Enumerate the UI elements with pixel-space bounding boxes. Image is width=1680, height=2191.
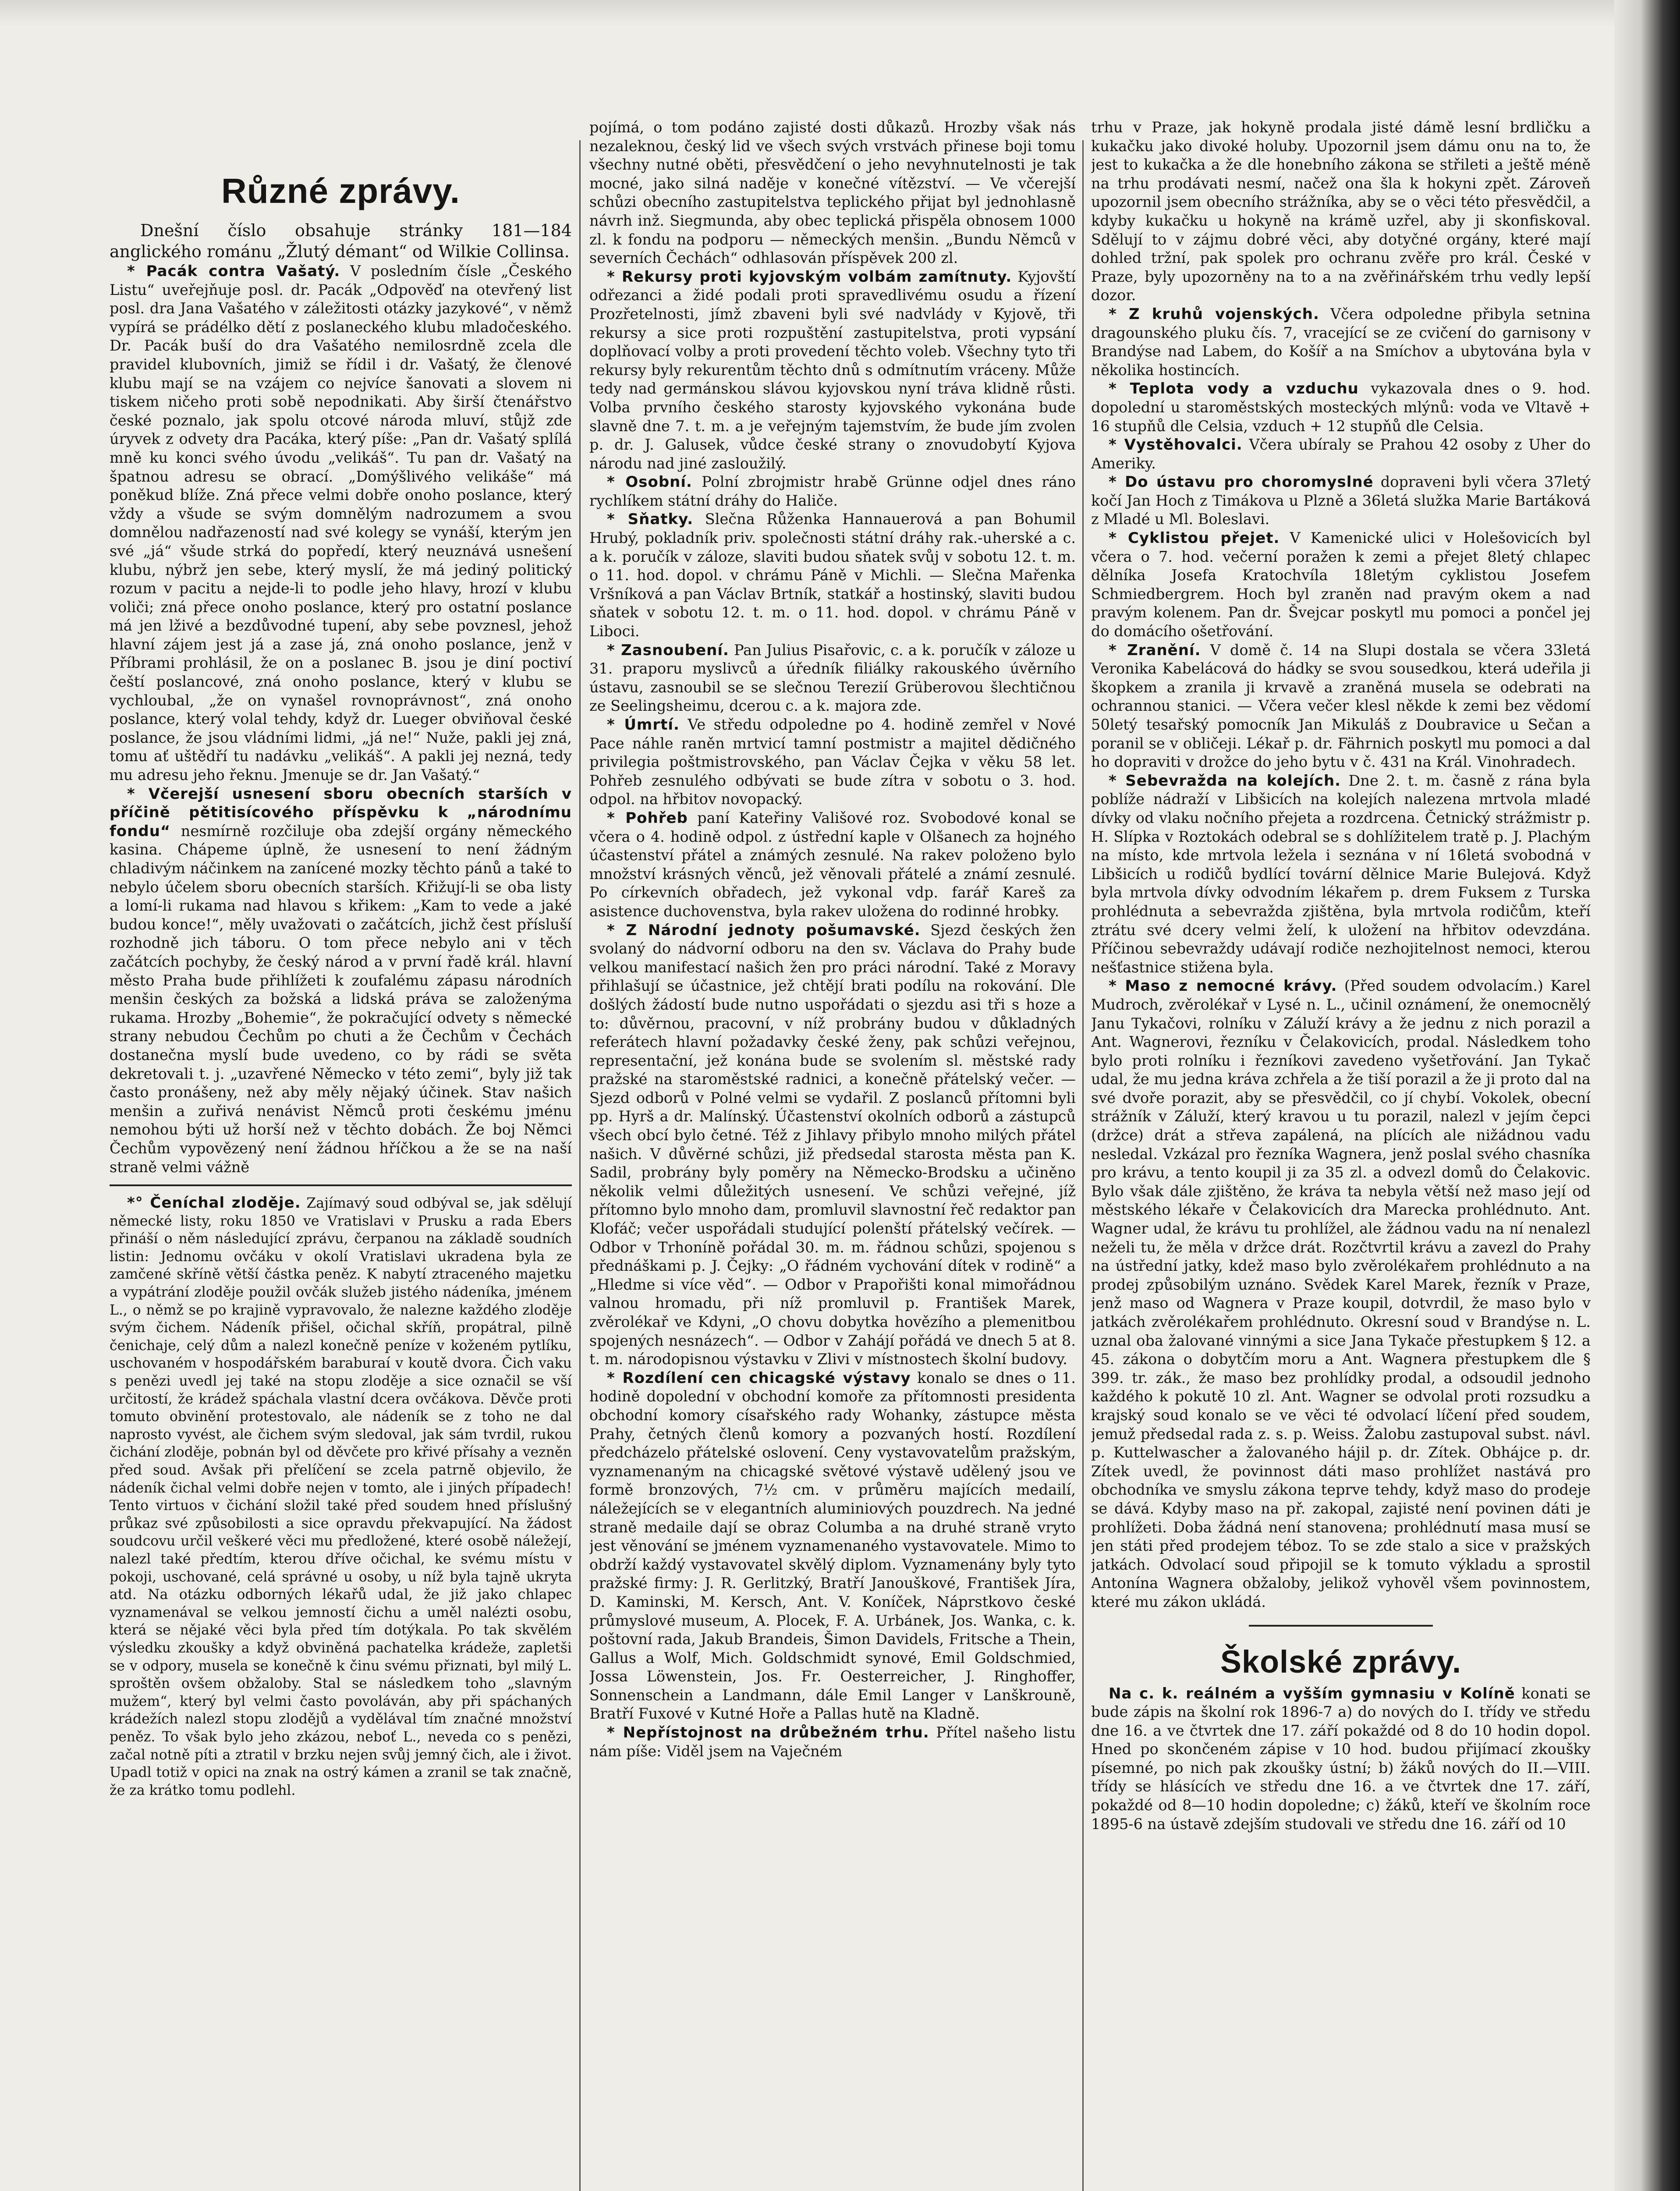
article-headline: * Pohřeb: [607, 809, 688, 827]
article-headline: * Z Národní jednoty pošumavské.: [607, 921, 921, 939]
article: [110, 785, 572, 1177]
article: [1091, 1684, 1591, 1834]
scan-right-edge: [1614, 0, 1680, 2191]
divider: [1249, 1625, 1433, 1627]
article-headline: * Sebevražda na kolejích.: [1109, 772, 1341, 790]
article-body: paní Kateřiny Vališové roz. Svobodové konal se včera o 4. hodině odpol. z ústřední kaple v Olšanech za hojného účastenství přátel a známých zesnulé. Na rakev položeno bylo množství krásných věnců, jež věnovali přátelé a známí zesnulé. Po církevních obřadech, jež vykonal vdp. farář Kareš za asistence duchovenstva, byla rakev uložena do rodinné hrobky.: [589, 809, 1076, 920]
article-headline: * Teplota vody a vzduchu: [1109, 380, 1359, 398]
article-body: konati se bude zápis na školní rok 1896-7 a) do nových do I. třídy ve středu dne 16. a ve čtvrtek dne 17. září pokaždé od 8 do 10 hodin dopol. Hned po skončeném zápise v 10 hod. budou přijímací zkoušky písemné, po nich pak zkoušky ústní; b) žáků nových do II.—VIII. třídy se hlásících ve středu dne 16. a ve čtvrtek dne 17. září, pokaždé od 8—10 hodin dopoledne; c) žáků, kteří ve školním roce 1895-6 na ústavě zdejším studovali ve středu dne 16. září od 10: [1091, 1684, 1591, 1833]
article: [589, 921, 1076, 1369]
article: [589, 268, 1076, 473]
article-headline: * Pacák contra Vašatý.: [127, 262, 340, 280]
article-body: Včera odpoledne přibyla setnina dragounského pluku čís. 7, vracející se ze cvičení do garnisony v Brandýse nad Labem, do Košíř a na Smíchov a ubytována byla v několika hostincích.: [1091, 305, 1591, 379]
column-1: [110, 145, 572, 2191]
article-headline: * Nepřístojnost na drůbežném trhu.: [607, 1724, 929, 1742]
article: [1091, 379, 1591, 436]
article: [1091, 641, 1591, 772]
article: [110, 1194, 572, 1799]
article-body: Přítel našeho listu nám píše: Viděl jsem na Vaječném: [589, 1724, 1076, 1760]
section-title: Různé zprávy.: [221, 171, 460, 210]
article-body: V Kamenické ulici v Holešovicích byl včera o 7. hod. večerní poražen k zemi a přejet 8letý chlapec dělníka Josefa Kratochvíla 18letým cyklistou Josefem Schmiedbergrem. Hoch byl zraněn nad pravým okem a nad pravým kolenem. Pan dr. Švejcar poskytl mu pomoci a pončel jej do domácího ošetřování.: [1091, 529, 1591, 640]
article: [1091, 529, 1591, 641]
column-rule: [579, 140, 581, 2191]
article-body: Zajímavý soud odbýval se, jak sdělují německé listy, roku 1850 ve Vratislavi v Prusku a rada Ebers přináší o něm následující zprávu, čerpanou na základě soudních listin: Jednomu ovčáku v okolí Vratislavi ukradena byla ze zamčené skříně větší částka peněz. K nabytí ztraceného majetku a vypátrání zloděje použil ovčák služeb jistého nádeníka, jménem L., o němž se po krajině vypravovalo, že nalezne každého zloděje svým čichem. Nádeník přišel, očichal skříň, propátral, pilně čenichaje, celý dům a nalezl konečně peníze v koženém pytlíku, uschovaném v hospodářském baraburaí v koutě dvora. Čich vaku s penězi uvedl jej také na stopu zloděje a sice označil se vší určitostí, že krádež spáchala vlastní dcera ovčákova. Děvče proti tomuto obvinění protestovalo, ale nádeník se z toho ne dal naprosto vyvést, ale čichem svým sledoval, jak sám tvrdil, rukou čichání zloděje, pobnán byl od děvčete pro křivé přísahy a vezněn před soud. Avšak při přelíčení se zcela patrně objevilo, že nádeník čichal velmi dobře nejen v tomto, ale i jiných případech! Tento virtuos v čichání složil také před soudem hned příslušný průkaz své způsobilosti a sice opravdu překvapující. Na žádost soudcovu určil veškeré věci mu předložené, které osobě náležejí, nalezl také předtím, kterou dříve očichal, ke svému místu v pokoji, uschované, celá správné u osoby, u níž byla tajně ukryta atd. Na otázku odborných lékařů udal, že již jako chlapec vyznamenával se velkou jemností čichu a uměl nalézti osobu, která se nějaké věci byla před tím dotýkala. Po tak skvělém výsledku zkoušky a když obviněná pachatelka krádeže, zapletši se v odpory, musela se konečně k činu svému přiznati, byl milý L. sproštěn ovšem obžaloby. Stal se následkem toho „slavným mužem“, který byl velmi často povoláván, aby při spáchaných krádežích nalezl stopu zlodějů a vydělával tím značné množství peněz. To však bylo jeho zkázou, neboť L., neveda co s penězi, začal notně píti a ztratil v brzku nejen svůj jemný čich, ale i život. Upadl totiž v opici na znak na ostrý kámen a zranil se tak značně, že za krátko tomu podlehl.: [110, 1195, 572, 1798]
article: [1091, 473, 1591, 529]
small-print-block: [110, 1194, 572, 1799]
article-headline: * Z kruhů vojenských.: [1109, 305, 1319, 323]
article-body: dopraveni byli včera 37letý kočí Jan Hoch z Timákova u Plzně a 36letá služka Marie Bartáková z Mladé u Ml. Boleslavi.: [1091, 473, 1591, 528]
column-3: [1091, 118, 1591, 2191]
article-body: Pan Julius Pisařovic, c. a k. poručík v záloze u 31. praporu myslivců a úředník filiálky rakouského úvěrního ústavu, zasnoubil se se slečnou Terezií Grüberovou šlechtičnou ze Seelingsheimu, dcerou c. a k. majora zde.: [589, 641, 1076, 715]
article-continuation: pojímá, o tom podáno zajisté dosti důkazů. Hrozby však nás nezaleknou, český lid ve všech svých vrstvách přinese boji tomu všechny nutné oběti, přesvědčení o jeho nevyhnutelnosti je tak mocné, jako silná naděje v konečné vítězství. — Ve včerejší schůzi obecního zastupitelstva teplického přijat byl jednohlasně návrh inž. Siegmunda, aby obec teplická přispěla obnosem 1000 zl. k fondu na podporu — německých menšin. „Bundu Němců v severních Čechách“ odhlasován příspěvek 200 zl.: [589, 119, 1076, 267]
article-headline: * Vystěhovalci.: [1109, 436, 1243, 454]
article: [110, 262, 572, 785]
article: [1091, 977, 1591, 1611]
article-headline: * Osobní.: [607, 473, 692, 491]
column-rule: [1082, 140, 1084, 2191]
article: [589, 809, 1076, 921]
article-body: Polní zbrojmistr hrabě Grünne odjel dnes ráno rychlíkem státní dráhy do Haliče.: [589, 473, 1076, 509]
article-body: vykazovala dnes o 9. hod. dopolední u staroměstských mosteckých mlýnů: voda ve Vltavě + 16 stupňů dle Celsia, vzduch + 12 stupňů dle Celsia.: [1091, 380, 1591, 435]
article-headline: * Maso z nemocné krávy.: [1109, 977, 1337, 995]
article-body: nesmírně rozčiluje oba zdejší orgány německého kasina. Chápeme úplně, že usnesení to není žádným chladivým náčinkem na zanícené mozky těchto pánů a také to nebylo účelem sboru obecních starších. Křižují-li se oba listy a lomí-li rukama nad hlavou s křikem: „Kam to vede a jaké budou konce!“, měly uvažovati o začátcích, jichž čest přísluší rozhodně jich táboru. O tom přece nebylo ani v těch začátcích pochyby, že český národ a v první řadě král. hlavní město Praha bude přihlížeti k zoufalému zápasu národních menšin českých za božská a lidská práva se založenýma rukama. Hrozby „Bohemie“, že pokračující odvety s německé strany nebudou Čechům po chuti a že Čechům v Čechách dostanečna myslí bude uvedeno, co by rádi se světa dekretovali t. j. „uzavřené Německo v této zemi“, byly již tak často pronášeny, než aby měly nějaký účinek. Stav našich menšin a zuřivá nenávist Němců proti českému jménu nemohou býti už horší než v těchto dobách. Že boj Němci Čechům vypovězený není žádnou hříčkou a že se na naší straně velmi vážně: [110, 822, 572, 1176]
article: [1091, 436, 1591, 473]
article: [1091, 305, 1591, 379]
divider: [110, 1184, 572, 1186]
article-headline: * Zasnoubení.: [607, 641, 729, 659]
article-continuation: trhu v Praze, jak hokyně prodala jisté dámě lesní brdličku a kukačku jako divoké holuby. Upozornil jsem dámu onu na to, že jest to kukačka a že dle honebního zákona se střileti a ještě méně na trhu prodávati nesmí, načež ona šla k hokyni zpět. Zároveň upozornil jsem obecního strážníka, aby se o věci této přesvědčil, a kdyby kukačku u hokyně na krámě uzřel, aby ji skonfiskoval. Sdělují to v zájmu dobré věci, aby dotyčné orgány, které mají dohled tržní, pak spolek pro ochranu zvěře pro král. České v Praze, byly upozorněny na to a na zvěřinářském trhu vedly lepší dozor.: [1091, 119, 1591, 304]
article-body: Kyjovští odřezanci a židé podali proti spravedlivému osudu a řízení Prozřetelnosti, jímž zbaveni byli své nadvlády v Kyjově, tři rekursy a sice proti rozpuštění zastupitelstva, proti vypsání doplňovací volby a proti provedení těchto voleb. Všechny tyto tři rekursy byly rekurentům těchto dnů s odmítnutím vráceny. Může tedy nad germánskou slávou kyjovskou nyní tráva klidně růsti. Volba prvního českého starosty kyjovského vykonána bude slavně dne 7. t. m. a je veřejným tajemstvím, že bude jím zvolen p. dr. J. Galusek, vůdce české strany o znovudobytí Kyjova národu nad jiné zasloužilý.: [589, 268, 1076, 472]
column-2: [589, 118, 1076, 2191]
article-headline: *° Čeníchal zloděje.: [127, 1194, 301, 1212]
article-headline: * Úmrtí.: [607, 716, 680, 734]
article-headline: Na c. k. reálném a vyšším gymnasiu v Kolíně: [1109, 1684, 1515, 1702]
article-body: Ve středu odpoledne po 4. hodině zemřel v Nové Pace náhle raněn mrtvicí tamní postmistr a majitel dědičného privilegia poštmistrovského, pan Václav Čejka v věku 58 let. Pohřeb zesnulého odbývati se bude zítra v sobotu o 3. hod. odpol. na hřbitov novopacký.: [589, 716, 1076, 808]
article-body: V posledním čísle „Českého Listu“ uveřejňuje posl. dr. Pacák „Odpověď na otevřený list posl. dra Jana Vašatého v záležitosti otázky jazykové“, v němž vypírá se prádélko dětí z poslaneckého klubu mladočeského. Dr. Pacák buší do dra Vašatého nemilosrdně zcela dle pravidel klubovních, jimiž se řídil i dr. Vašatý, že členové klubu mají se na vzájem co nejvíce šanovati a slovem ni tiskem ničeho proti sobě nepodnikati. Aby širší čtenářstvo české poznalo, jak spolu otcové národa mluví, stůjž zde úryvek z odvety dra Pacáka, který píše: „Pan dr. Vašatý splílá mně ku konci svého úvodu „velikáš“. Tu pan dr. Vašatý na špatnou adresu se obrací. „Domýšlivého velikáše“ má poněkud blíže. Zná přece velmi dobře onoho poslance, který vždy a všude se svým domnělým nadrozumem a svou domnělou nadřazeností nad své kolegy se vynáší, kterým jen své „já“ všude strká do popředí, který neuznává usnešení klubu, nýbrž jen sebe, který myslí, že má jediný politický rozum v pacitu a nejde-li to podle jeho hlavy, hrozí v klubu voliči; zná přece onoho poslance, který pro ostatní poslance má jen lživé a bezdůvodné tupení, aby sebe povznesl, jehož hlavní zájem jest já a zase já, zná onoho poslance, jenž v Příbrami prohlásil, že on a poslanec B. jsou je diní poctiví čeští poslancové, zná onoho poslance, který v klubu se vychloubal, „že on vynašel rovnoprávnost“, zná onoho poslance, který volal tehdy, když dr. Lueger obviňoval české poslance, že jsou vládními lidmi, „já ne!“ Nuže, pakli jej zná, tomu ať uštědří tu nadávku „velikáš“. A pakli jej nezná, tedy mu adresu jeho řeknu. Jmenuje se dr. Jan Vašatý.“: [110, 262, 572, 784]
article-body: konalo se dnes o 11. hodině dopolední v obchodní komoře za přítomnosti presidenta obchodní komory císařského rady Wohanky, zástupce města Prahy, četných členů komory a pozvaných hostí. Rozdílení předcházelo přátelské oslovení. Ceny vystavovatelům pražským, vyznamenaným na chicagské světové výstavě udělený jsou ve formě bronzových, 7½ cm. v průměru majících medailí, náležejících se v elegantních aluminiových pouzdrech. Na jedné straně medaile dají se obraz Columba a na druhé straně vryto jest věnování se jménem vyznamenaného vystavovatele. Mimo to obdrží každý vystavovatel skvělý diplom. Vyznamenány byly tyto pražské firmy: J. R. Gerlitzký, Bratří Janouškové, František Jíra, D. Kaminski, M. Kersch, Ant. V. Koníček, Náprstkovo české průmyslové museum, A. Plocek, F. A. Urbánek, Jos. Wanka, c. k. poštovní rada, Jakub Brandeis, Šimon Davidels, Fritsche a Thein, Gallus a Wolf, Mich. Goldschmidt synové, Emil Goldschmied, Jossa Löwenstein, Jos. Fr. Oesterreicher, J. Ringhoffer, Sonnenschein a Landmann, dále Emil Langer v Lanškrouně, Bratří Fuxové v Kutné Hoře a Pallas hutě na Kladně.: [589, 1369, 1076, 1723]
article-body: Včera ubíraly se Prahou 42 osoby z Uher do Ameriky.: [1091, 436, 1591, 472]
article: [589, 1723, 1076, 1761]
article: [589, 716, 1076, 809]
article-headline: * Do ústavu pro choromyslné: [1109, 473, 1374, 491]
scan-top-edge: [0, 0, 1680, 26]
article-headline: * Rekursy proti kyjovským volbám zamítnuty.: [607, 268, 1012, 286]
article: [589, 641, 1076, 716]
article: [589, 473, 1076, 510]
article-body: V domě č. 14 na Slupi dostala se včera 33letá Veronika Kabelácová do hádky se svou sousedkou, která udeřila ji škopkem a zranila ji krvavě a zraněná musela se odebrati na ochrannou stanici. — Včera večer klesl někde k zemi bez vědomí 50letý tesařský pomocník Jan Mikuláš z Doubravice u Sečan a poranil se v obličeji. Lékař p. dr. Fährnich poskytl mu pomoci a dal ho dopraviti v drožce do jeho bytu v č. 431 na Král. Vinohradech.: [1091, 641, 1591, 771]
article-headline: * Rozdílení cen chicagské výstavy: [607, 1369, 911, 1387]
article: [589, 1369, 1076, 1723]
article-headline: * Sňatky.: [607, 511, 694, 528]
article-headline: * Zranění.: [1109, 641, 1201, 659]
serial-notice: Dnešní číslo obsahuje stránky 181—184 anglického románu „Žlutý démant“ od Wilkie Collinsa.: [110, 221, 572, 261]
section-title: Školské zprávy.: [1220, 1644, 1461, 1680]
article-body: Sjezd českých žen svolaný do nádvorní odboru na den sv. Václava do Prahy bude velkou manifestací našich žen pro práci národní. Také z Moravy přihlašují se účastnice, jež chtějí brati podílu na rokování. Dle došlých žádostí bude nutno uspořádati o sjezdu asi tři s hoze a to: důvěrnou, pracovní, v níž probrány budou v důkladných referátech hlavní požadavky české ženy, pak schůzi veřejnou, representační, jež konána bude se svolením sl. městské rady pražské na staroměstské radnici, a konečně přátelský večer. — Sjezd odborů v Polné velmi se vydařil. Z poslanců přítomni byli pp. Hyrš a dr. Malínský. Účastenství okolních odborů a zástupců všech obcí bylo četné. Též z Jihlavy přibylo mnoho milých přátel našich. V důvěrné schůzi, již předsedal starosta města pan K. Sadil, probrány byly poměry na Německo-Brodsku a učiněno několik velmi důležitých usnesení. Ve schůzi veřejné, jíž přítomno bylo mnoho dam, promluvil slavnostní řeč redaktor pan Klofáč; večer uspořádali studující polenští přátelský večírek. — Odbor v Trhoníně pořádal 30. m. m. řádnou schůzi, spojenou s přednáškami p. J. Čejky: „O řádném vychování dítek v rodině“ a „Hledme si více věd“. — Odbor v Prapořišti konal mimořádnou valnou hromadu, při níž promluvil p. František Marek, zvěrolékař ve Kdyni, „O chovu dobytka hovězího a plemenitbou spojených nesnázech“. — Odbor v Zahájí pořádá ve dnech 5 at 8. t. m. národopisnou výstavku v Zlivi v místnostech školní budovy.: [589, 921, 1076, 1368]
article-body: (Před soudem odvolacím.) Karel Mudroch, zvěrolékař v Lysé n. L., učinil oznámení, že onemocnělý Janu Tykačovi, rolníku v Záluží krávy a že jednu z nich porazil a Ant. Wagnerovi, řezníku v Čelakovicích, prodal. Následkem toho bylo proti rolníku i řezníkovi zavedeno vyšetřování. Jan Tykač udal, že mu jedna kráva zchřela a že tiší porazil a že ji proto dal na své dvoře porazit, aby se přesvědčil, co jí chybí. Vokolek, obecní strážník v Záluží, který kravou u tu porazil, nalezl v jejím čepci (držce) drát a střeva zapálená, na plících ale nižádnou vadu nesledal. Vzkázal pro řezníka Wagnera, jenž poslal svého chasníka pro krávu, a tento koupil ji za 35 zl. a odvezl domů do Čelakovic. Bylo však dále zjištěno, že kráva ta nebyla větší než maso její od městského lékaře v Čelakovicích dra Marecka prohlédnuto. Ant. Wagner udal, že krávu tu prohlížel, ale žádnou vadu na ní nenalezl neželi tu, že měla v držce drát. Rozčtvrtil krávu a zavezl do Prahy na ústřední jatky, kdež maso bylo zvěrolékařem prohlédnuto a na prodej způsobilým uznáno. Svědek Karel Marek, řezník v Praze, jenž maso od Wagnera v Praze koupil, dotvrdil, že maso bylo v jatkách zvěrolékařem prohlédnuto. Okresní soud v Brandýse n. L. uznal oba žalované vinnými a sice Jana Tykače přestupkem § 12. a 45. zákona o dobytčím moru a Ant. Wagnera přestupkem dle § 399. tr. zák., že maso bez prohlídky prodal, a odsoudil jednoho každého k pokutě 10 zl. Ant. Wagner se odvolal proti rozsudku a krajský soud konalo se ve věci té odvolací líčení před soudem, jemuž předsedal rada z. s. p. Weiss. Žalobu zastupoval subst. návl. p. Kuttelwascher a žalovaného hájil p. dr. Zítek. Obhájce p. dr. Zítek uvedl, že povinnost dáti maso prohlížet nastává pro obchodníka ve smyslu zákona teprve tehdy, když maso do prodeje se dává. Kdyby maso na př. zakopal, zajisté není povinen dáti je prohlížeti. Doba žádná není stanovena; prohlédnutí masa musí se jen státi před prodejem téboz. To se zde stalo a sice v pražských jatkách. Odvolací soud připojil se k tomuto výkladu a sprostil Antonína Wagnera obžaloby, jelikož vyhověl všem povinnostem, které mu zákon ukládá.: [1091, 977, 1591, 1610]
article-body: Dne 2. t. m. časně z rána byla poblíže nádraží v Libšicích na kolejích nalezena mrtvola mladé dívky od vlaku nočního přejeta a rozdrcena. Četnický strážmistr p. H. Slípka v Roztokách odebral se s dohlížitelem tratě p. J. Plachým na místo, kde mrtvola ležela i seznána v ní 16letá svobodná v Libšicích u rodičů bydlící tovární dělnice Marie Bulejová. Když byla mrtvola dívky odvodním lékařem p. drem Fuksem z Turska prohlédnuta a sebevražda zjištěna, byla mrtvola rodičům, kteří ztrátu své dcery velmi želí, k uložení na hřbitov odevzdána. Příčinou sebevraždy udávají rodiče nezhojitelnost nemoci, kterou nešťastnice stižena byla.: [1091, 772, 1591, 976]
article: [1091, 772, 1591, 977]
article-headline: * Cyklistou přejet.: [1109, 529, 1280, 547]
article-body: Slečna Růženka Hannauerová a pan Bohumil Hrubý, pokladník priv. společnosti státní dráhy rak.-uherské a c. a k. poručík v záloze, slaviti budou sňatek svůj v sobotu 12. t. m. o 11. hod. dopol. v chrámu Páně v Michli. — Slečna Mařenka Vršníková a pan Václav Brtník, statkář a hostinský, slaviti budou sňatek v sobotu 12. t. m. o 11. hod. dopol. v chrámu Páně v Liboci.: [589, 511, 1076, 640]
article-headline: * Včerejší usnesení sboru obecních starších v příčině pětitisícového příspěvku k „národnímu fondu“: [110, 785, 572, 840]
article: [589, 510, 1076, 641]
